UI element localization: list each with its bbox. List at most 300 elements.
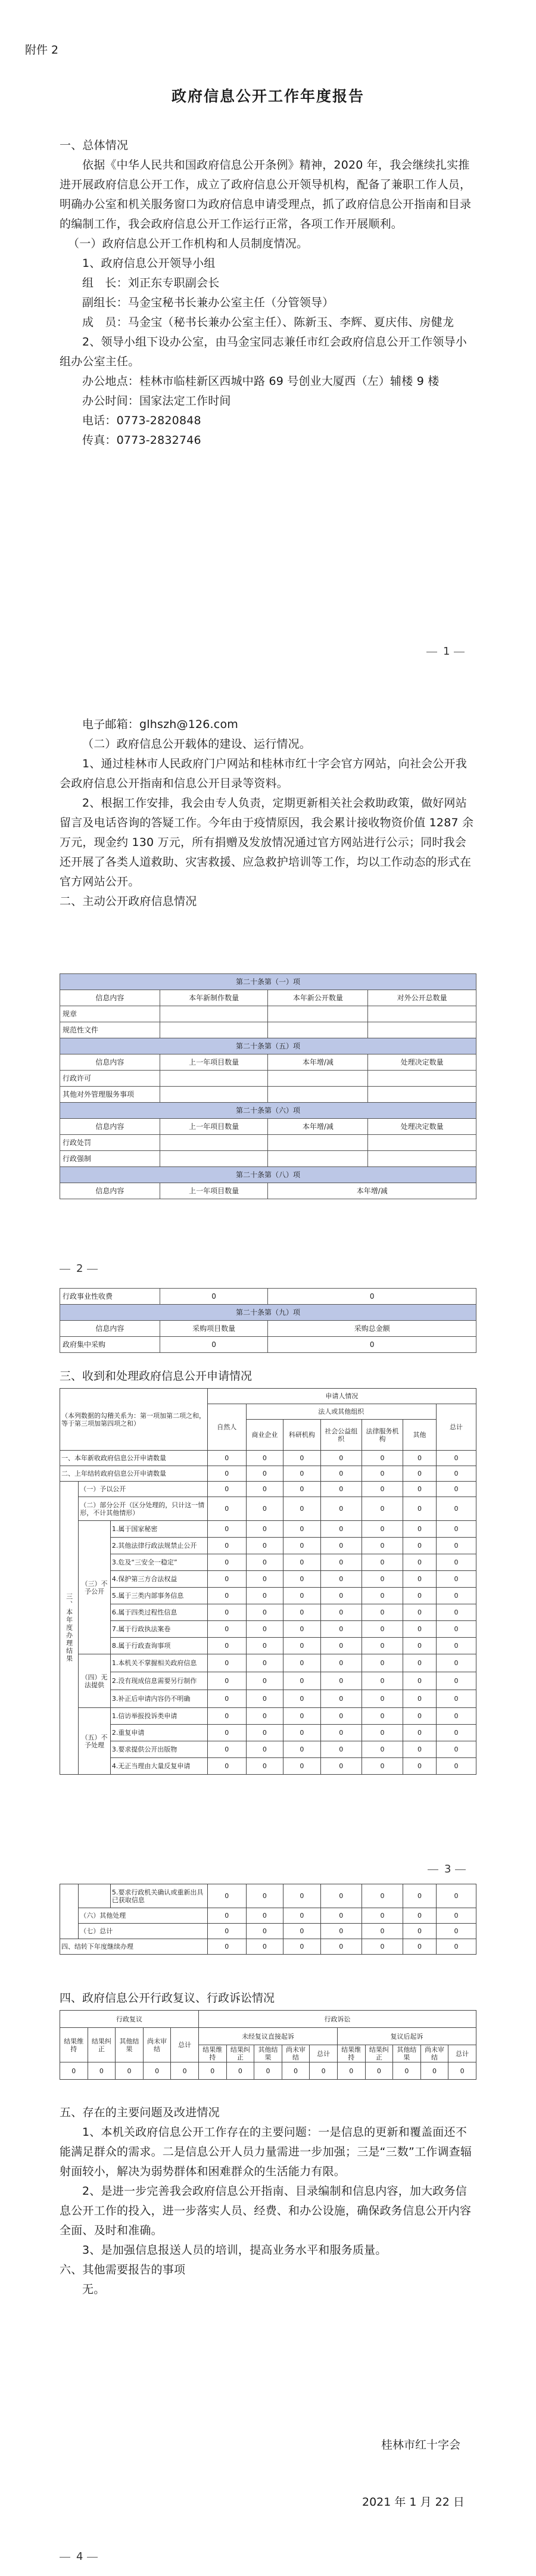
purchase-count: 0 — [160, 1337, 268, 1353]
direct-suit-header: 未经复议直接起诉 — [198, 2028, 337, 2045]
row-total-value: 0 — [436, 1924, 476, 1939]
col-last-year: 上一年项目数量 — [160, 1054, 268, 1071]
row-not-disclosed-reason-value: 0 — [320, 1604, 362, 1621]
row-carry-forward-value: 0 — [320, 1939, 362, 1955]
fee-change: 0 — [268, 1289, 476, 1305]
col-change: 本年增/减 — [268, 1183, 476, 1199]
row-carry-forward-value: 0 — [246, 1939, 283, 1955]
row-disclosed-value: 0 — [207, 1482, 246, 1497]
row-not-disclosed-reason-value: 0 — [403, 1621, 437, 1638]
row-carry-forward-value: 0 — [436, 1939, 476, 1955]
row-not-disclosed-reason-value: 0 — [246, 1604, 283, 1621]
row-not-disclosed-reason-value: 0 — [320, 1554, 362, 1571]
page-number-1: 1 — [0, 643, 536, 661]
row-unable-reason-value: 0 — [320, 1654, 362, 1672]
report-title: 政府信息公开工作年度报告 — [171, 88, 364, 105]
attachment-label: 附件 2 — [25, 43, 59, 57]
row-not-handled-reason-value: 0 — [362, 1725, 403, 1741]
office-hours: 办公时间：国家法定工作时间 — [82, 394, 231, 407]
office-phone: 电话：0773-2820848 — [82, 414, 201, 427]
row-unable-reason: 3.补正后申请内容仍不明确 — [110, 1690, 207, 1708]
page-number-2: 2 — [0, 1261, 536, 1278]
row-not-handled-reason-value: 0 — [320, 1758, 362, 1775]
row-unable-reason: 1.本机关不掌握相关政府信息 — [110, 1654, 207, 1672]
row-unable-reason-value: 0 — [246, 1690, 283, 1708]
row-not-handled-reason: 2.重复申请 — [110, 1725, 207, 1741]
review-value: 0 — [143, 2062, 171, 2080]
review-value: 0 — [254, 2062, 282, 2080]
section4-heading: 四、政府信息公开行政复议、行政诉讼情况 — [60, 1992, 275, 2005]
row-results-label: 三、本年度办理结果 — [60, 1482, 79, 1775]
row-partial-value: 0 — [320, 1497, 362, 1521]
row-not-disclosed-reason-value: 0 — [362, 1554, 403, 1571]
row-not-disclosed-reason-value: 0 — [362, 1571, 403, 1588]
row-partial-value: 0 — [362, 1497, 403, 1521]
row-not-disclosed-reason-value: 0 — [403, 1571, 437, 1588]
col-other: 其他结果 — [254, 2045, 282, 2062]
row-not-handled-reason-value: 0 — [320, 1741, 362, 1758]
row-not-disclosed-reason-value: 0 — [320, 1571, 362, 1588]
row-not-disclosed-reason: 1.属于国家秘密 — [110, 1521, 207, 1538]
row-unable-reason-value: 0 — [362, 1672, 403, 1690]
row-not-disclosed-reason-value: 0 — [207, 1521, 246, 1538]
row-disclosed-value: 0 — [436, 1482, 476, 1497]
row-other-handling-value: 0 — [436, 1908, 476, 1924]
row-not-disclosed-reason-value: 0 — [246, 1588, 283, 1604]
row-carried-over-value: 0 — [362, 1466, 403, 1482]
col-total: 总计 — [171, 2028, 199, 2062]
section6-heading: 六、其他需要报告的事项 — [60, 2263, 186, 2276]
signature-date: 2021 年 1 月 22 日 — [362, 2496, 465, 2509]
col-last-year: 上一年项目数量 — [160, 1183, 268, 1199]
application-table-continued — [60, 1884, 476, 1955]
leading-group-title: 1、政府信息公开领导小组 — [82, 257, 216, 270]
row-not-handled-reason: 4.无正当理由大量反复申请 — [110, 1758, 207, 1775]
art20-1-header: 第二十条第（一）项 — [60, 974, 476, 990]
row-new-applications-value: 0 — [246, 1451, 283, 1466]
row-unable-reason-value: 0 — [246, 1654, 283, 1672]
row-not-disclosed-reason-value: 0 — [436, 1554, 476, 1571]
row-not-disclosed-reason: 3.危及“三安全一稳定” — [110, 1554, 207, 1571]
row-not-handled-reason-value: 0 — [436, 1708, 476, 1725]
row-not-disclosed-reason-value: 0 — [246, 1538, 283, 1554]
col-total: 总计 — [448, 2045, 476, 2062]
row-not-handled-reason-value: 0 — [403, 1758, 437, 1775]
review-value: 0 — [393, 2062, 421, 2080]
row-not-disclosed-reason-value: 0 — [320, 1538, 362, 1554]
row-not-handled-reason-value: 0 — [207, 1758, 246, 1775]
row-not-handled-reason-value: 0 — [246, 1884, 283, 1908]
col-published: 本年新公开数量 — [268, 990, 368, 1006]
row-disclosed-value: 0 — [283, 1482, 321, 1497]
col-keep: 结果维持 — [198, 2045, 226, 2062]
after-review-header: 复议后起诉 — [337, 2028, 476, 2045]
row-new-applications-value: 0 — [207, 1451, 246, 1466]
row-not-handled-reason-value: 0 — [246, 1708, 283, 1725]
other-matters: 无。 — [82, 2283, 105, 2296]
row-not-handled-reason-value: 0 — [362, 1758, 403, 1775]
row-partial: （二）部分公开（区分处理的，只计这一情形，不计其他情形） — [79, 1497, 208, 1521]
row-unable-reason-value: 0 — [246, 1672, 283, 1690]
row-not-handled-reason-value: 0 — [207, 1708, 246, 1725]
row-total-value: 0 — [403, 1924, 437, 1939]
col-public-welfare: 社会公益组织 — [320, 1420, 362, 1451]
review-value: 0 — [88, 2062, 116, 2080]
row-partial-value: 0 — [403, 1497, 437, 1521]
row-new-applications-value: 0 — [320, 1451, 362, 1466]
col-info: 信息内容 — [60, 1054, 160, 1071]
row-not-handled-reason-value: 0 — [320, 1884, 362, 1908]
row-total-value: 0 — [283, 1924, 321, 1939]
row-not-handled-reason: 1.信访举报投诉类申请 — [110, 1708, 207, 1725]
row-not-disclosed-reason-value: 0 — [362, 1621, 403, 1638]
row-not-disclosed-reason: 5.属于三类内部事务信息 — [110, 1588, 207, 1604]
row-not-disclosed-reason-value: 0 — [320, 1621, 362, 1638]
row-not-handled-reason-value: 0 — [436, 1758, 476, 1775]
row-not-disclosed-reason-value: 0 — [207, 1571, 246, 1588]
group-leader: 组 长：刘正东专职副会长 — [82, 276, 220, 290]
row-total: （七）总计 — [79, 1924, 208, 1939]
row-new-applications-value: 0 — [403, 1451, 437, 1466]
row-not-disclosed-reason-value: 0 — [207, 1638, 246, 1654]
section2-heading: 二、主动公开政府信息情况 — [60, 895, 197, 908]
row-not-handled-reason-value: 0 — [207, 1884, 246, 1908]
row-other-handling: （六）其他处理 — [79, 1908, 208, 1924]
row-not-handled-reason-value: 0 — [362, 1741, 403, 1758]
row-not-disclosed-reason-value: 0 — [246, 1621, 283, 1638]
row-not-disclosed-reason-value: 0 — [320, 1588, 362, 1604]
row-not-handled-reason-value: 0 — [283, 1741, 321, 1758]
row-not-disclosed-reason-value: 0 — [362, 1638, 403, 1654]
row-not-disclosed-reason-value: 0 — [207, 1604, 246, 1621]
row-not-disclosed-reason-value: 0 — [362, 1538, 403, 1554]
col-keep: 结果维持 — [337, 2045, 365, 2062]
row-not-disclosed-reason-value: 0 — [283, 1521, 321, 1538]
section5-heading: 五、存在的主要问题及改进情况 — [60, 2106, 220, 2119]
art20-9-header: 第二十条第（九）项 — [60, 1305, 476, 1321]
row-not-disclosed-reason: 6.属于四类过程性信息 — [110, 1604, 207, 1621]
review-header: 行政复议 — [60, 2011, 199, 2028]
row-not-handled-cont — [79, 1884, 111, 1908]
review-value: 0 — [171, 2062, 199, 2080]
row-total-value: 0 — [207, 1924, 246, 1939]
row-other-handling-value: 0 — [362, 1908, 403, 1924]
review-litigation-table — [60, 2010, 476, 2080]
row-not-handled: （五）不予处理 — [79, 1708, 111, 1775]
art20-5-header: 第二十条第（五）项 — [60, 1038, 476, 1054]
row-not-disclosed-reason-value: 0 — [207, 1554, 246, 1571]
col-research: 科研机构 — [283, 1420, 321, 1451]
row-not-handled-reason-value: 0 — [246, 1725, 283, 1741]
row-not-handled-reason-value: 0 — [362, 1884, 403, 1908]
row-not-disclosed-reason-value: 0 — [362, 1588, 403, 1604]
row-other-handling-value: 0 — [283, 1908, 321, 1924]
row-not-disclosed-reason: 4.保护第三方合法权益 — [110, 1571, 207, 1588]
review-value: 0 — [60, 2062, 88, 2080]
row-carry-forward-value: 0 — [403, 1939, 437, 1955]
row-not-disclosed-reason-value: 0 — [246, 1571, 283, 1588]
row-total-value: 0 — [320, 1924, 362, 1939]
group-members: 成 员：马金宝（秘书长兼办公室主任）、陈新玉、李辉、夏庆伟、房健龙 — [82, 316, 454, 329]
row-unable-reason-value: 0 — [207, 1672, 246, 1690]
row-not-handled-reason-value: 0 — [283, 1884, 321, 1908]
row-not-disclosed-reason-value: 0 — [436, 1621, 476, 1638]
row-carry-forward-value: 0 — [362, 1939, 403, 1955]
row-not-disclosed-reason-value: 0 — [436, 1538, 476, 1554]
fee-last-year: 0 — [160, 1289, 268, 1305]
col-pending: 尚未审结 — [282, 2045, 310, 2062]
row-unable-reason-value: 0 — [283, 1672, 321, 1690]
col-total: 总计 — [310, 2045, 338, 2062]
col-sum: 总计 — [436, 1404, 476, 1451]
row-new-applications-value: 0 — [362, 1451, 403, 1466]
row-partial-value: 0 — [283, 1497, 321, 1521]
row-enforcement: 行政强制 — [60, 1151, 160, 1167]
row-other-handling-value: 0 — [403, 1908, 437, 1924]
applicant-header: 申请人情况 — [207, 1389, 476, 1404]
row-not-handled-reason-value: 0 — [403, 1741, 437, 1758]
row-partial-value: 0 — [246, 1497, 283, 1521]
proactive-disclosure-table — [60, 973, 476, 1199]
col-decision: 处理决定数量 — [368, 1119, 476, 1135]
row-carried-over-value: 0 — [283, 1466, 321, 1482]
row-not-disclosed-reason-value: 0 — [283, 1621, 321, 1638]
row-unable-reason-value: 0 — [320, 1672, 362, 1690]
review-value: 0 — [448, 2062, 476, 2080]
row-not-handled-reason: 3.要求提供公开出版物 — [110, 1741, 207, 1758]
col-last-year: 上一年项目数量 — [160, 1119, 268, 1135]
row-not-handled-reason-value: 0 — [403, 1725, 437, 1741]
problems-paragraph: 1、本机关政府信息公开工作存在的主要问题：一是信息的更新和覆盖面还不能满足群众的需求。二是信息公开人员力量需进一步加强；三是“三数”工作调查辐射面较小，解决为弱势群体和困难群众的生活能力有限。 — [60, 2126, 472, 2178]
row-unable-reason-value: 0 — [283, 1654, 321, 1672]
row-not-disclosed-reason-value: 0 — [362, 1604, 403, 1621]
row-not-disclosed-reason-value: 0 — [207, 1621, 246, 1638]
office-email: 电子邮箱：glhszh@126.com — [82, 718, 238, 731]
col-pending: 尚未审结 — [420, 2045, 448, 2062]
row-unable-reason-value: 0 — [436, 1654, 476, 1672]
row-not-handled-reason-value: 0 — [436, 1884, 476, 1908]
col-info: 信息内容 — [60, 1119, 160, 1135]
col-decision: 处理决定数量 — [368, 1054, 476, 1071]
col-purchase-amount: 采购总金额 — [268, 1321, 476, 1337]
row-not-disclosed-reason-value: 0 — [403, 1588, 437, 1604]
application-table — [60, 1388, 476, 1775]
row-disclosed: （一）予以公开 — [79, 1482, 208, 1497]
row-not-disclosed-reason-value: 0 — [320, 1521, 362, 1538]
row-unable: （四）无法提供 — [79, 1654, 111, 1708]
col-fix: 结果纠正 — [365, 2045, 393, 2062]
review-value: 0 — [310, 2062, 338, 2080]
row-not-handled-reason-value: 0 — [436, 1725, 476, 1741]
row-not-handled-reason-value: 0 — [207, 1725, 246, 1741]
col-pending: 尚未审结 — [143, 2028, 171, 2062]
row-not-disclosed-reason-value: 0 — [362, 1521, 403, 1538]
row-not-disclosed-reason-value: 0 — [403, 1604, 437, 1621]
art20-8-header: 第二十条第（八）项 — [60, 1167, 476, 1183]
col-business: 商业企业 — [246, 1420, 283, 1451]
row-carried-over-value: 0 — [246, 1466, 283, 1482]
row-not-disclosed-reason-value: 0 — [436, 1638, 476, 1654]
review-value: 0 — [420, 2062, 448, 2080]
row-partial-value: 0 — [207, 1497, 246, 1521]
row-unable-reason-value: 0 — [436, 1672, 476, 1690]
col-change: 本年增/减 — [268, 1054, 368, 1071]
purchase-amount: 0 — [268, 1337, 476, 1353]
col-other: 其他 — [403, 1420, 437, 1451]
signature-org: 桂林市红十字会 — [381, 2438, 461, 2451]
row-not-disclosed-reason-value: 0 — [207, 1588, 246, 1604]
row-unable-reason-value: 0 — [207, 1690, 246, 1708]
row-other-handling-value: 0 — [246, 1908, 283, 1924]
review-value: 0 — [198, 2062, 226, 2080]
row-not-handled-reason-value: 0 — [403, 1884, 437, 1908]
row-not-handled-reason-value: 0 — [362, 1708, 403, 1725]
row-not-disclosed-reason-value: 0 — [246, 1521, 283, 1538]
row-not-disclosed-reason-value: 0 — [283, 1571, 321, 1588]
row-normative: 规范性文件 — [60, 1022, 160, 1038]
review-value: 0 — [226, 2062, 254, 2080]
row-new-applications-value: 0 — [283, 1451, 321, 1466]
row-unable-reason-value: 0 — [362, 1690, 403, 1708]
row-not-handled-reason-value: 0 — [283, 1725, 321, 1741]
row-fee: 行政事业性收费 — [60, 1289, 160, 1305]
row-new-applications-value: 0 — [436, 1451, 476, 1466]
row-not-disclosed-reason-value: 0 — [403, 1521, 437, 1538]
row-partial-value: 0 — [436, 1497, 476, 1521]
col-keep: 结果维持 — [60, 2028, 88, 2062]
row-carried-over: 二、上年结转政府信息公开申请数量 — [60, 1466, 208, 1482]
section3-heading: 三、收到和处理政府信息公开申请情况 — [60, 1370, 253, 1383]
col-other: 其他结果 — [116, 2028, 144, 2062]
col-natural-person: 自然人 — [207, 1404, 246, 1451]
row-license: 行政许可 — [60, 1071, 160, 1087]
row-unable-reason: 2.没有现成信息需要另行制作 — [110, 1672, 207, 1690]
row-not-disclosed-reason-value: 0 — [403, 1538, 437, 1554]
row-not-handled-reason-value: 0 — [283, 1708, 321, 1725]
row-purchase: 政府集中采购 — [60, 1337, 160, 1353]
row-unable-reason-value: 0 — [403, 1654, 437, 1672]
row-disclosed-value: 0 — [246, 1482, 283, 1497]
row-unable-reason-value: 0 — [403, 1672, 437, 1690]
row-not-disclosed-reason-value: 0 — [246, 1554, 283, 1571]
improvement-paragraph-3: 3、是加强信息报送人员的培训，提高业务水平和服务质量。 — [82, 2244, 387, 2257]
row-not-handled-reason-value: 0 — [207, 1741, 246, 1758]
row-not-handled-reason-value: 0 — [403, 1708, 437, 1725]
col-fix: 结果纠正 — [88, 2028, 116, 2062]
litigation-header: 行政诉讼 — [198, 2011, 476, 2028]
row-unable-reason-value: 0 — [207, 1654, 246, 1672]
col-new: 本年新制作数量 — [160, 990, 268, 1006]
row-not-disclosed-reason-value: 0 — [283, 1588, 321, 1604]
row-carried-over-value: 0 — [403, 1466, 437, 1482]
col-legal-entity: 法人或其他组织 — [246, 1404, 436, 1420]
page-number-3: 3 — [0, 1861, 536, 1879]
row-unable-reason-value: 0 — [403, 1690, 437, 1708]
row-not-handled-reason-value: 0 — [283, 1758, 321, 1775]
row-not-disclosed-reason-value: 0 — [436, 1588, 476, 1604]
row-disclosed-value: 0 — [320, 1482, 362, 1497]
row-not-handled-reason-value: 0 — [320, 1725, 362, 1741]
carrier-paragraph-1: 1、通过桂林市人民政府门户网站和桂林市红十字会官方网站，向社会公开我会政府信息公开指南和信息公开目录等资料。 — [60, 757, 467, 790]
row-not-disclosed-reason-value: 0 — [320, 1638, 362, 1654]
row-disclosed-value: 0 — [362, 1482, 403, 1497]
row-other-handling-value: 0 — [320, 1908, 362, 1924]
row-not-handled-reason-value: 0 — [320, 1708, 362, 1725]
row-not-handled-reason-value: 0 — [246, 1741, 283, 1758]
col-total: 对外公开总数量 — [368, 990, 476, 1006]
art20-6-header: 第二十条第（六）项 — [60, 1103, 476, 1119]
row-not-disclosed-reason-value: 0 — [283, 1638, 321, 1654]
row-total-value: 0 — [362, 1924, 403, 1939]
row-carried-over-value: 0 — [436, 1466, 476, 1482]
group-vice-leader: 副组长：马金宝秘书长兼办公室主任（分管领导） — [82, 296, 334, 309]
row-not-disclosed-reason: 7.属于行政执法案卷 — [110, 1621, 207, 1638]
row-carry-forward: 四、结转下年度继续办理 — [60, 1939, 208, 1955]
row-not-disclosed-reason-value: 0 — [403, 1638, 437, 1654]
row-unable-reason-value: 0 — [362, 1654, 403, 1672]
row-carry-forward-value: 0 — [207, 1939, 246, 1955]
page-number-4: 4 — [0, 2549, 536, 2566]
col-other: 其他结果 — [393, 2045, 421, 2062]
section1-heading: 一、总体情况 — [60, 139, 129, 152]
row-disclosed-value: 0 — [403, 1482, 437, 1497]
office-fax: 传真：0773-2832746 — [82, 434, 201, 447]
row-rules: 规章 — [60, 1006, 160, 1022]
col-purchase-count: 采购项目数量 — [160, 1321, 268, 1337]
col-info: 信息内容 — [60, 990, 160, 1006]
row-carried-over-value: 0 — [207, 1466, 246, 1482]
row-not-disclosed-reason: 2.其他法律行政法规禁止公开 — [110, 1538, 207, 1554]
row-not-disclosed-reason-value: 0 — [283, 1554, 321, 1571]
row-unable-reason-value: 0 — [320, 1690, 362, 1708]
col-change: 本年增/减 — [268, 1119, 368, 1135]
row-other-services: 其他对外管理服务事项 — [60, 1087, 160, 1103]
review-value: 0 — [365, 2062, 393, 2080]
row-not-disclosed-reason: 8.属于行政查询事项 — [110, 1638, 207, 1654]
improvement-paragraph-2: 2、是进一步完善我会政府信息公开指南、目录编制和信息内容，加大政务信息公开工作的投入，进一步落实人员、经费、和办公设施，确保政务信息公开内容全面、及时和准确。 — [60, 2185, 472, 2237]
row-not-handled-reason-value: 0 — [436, 1741, 476, 1758]
row-not-disclosed-reason-value: 0 — [436, 1521, 476, 1538]
row-not-disclosed-reason-value: 0 — [283, 1538, 321, 1554]
row-new-applications: 一、本年新收政府信息公开申请数量 — [60, 1451, 208, 1466]
review-value: 0 — [337, 2062, 365, 2080]
sub1-heading: （一）政府信息公开工作机构和人员制度情况。 — [68, 237, 308, 250]
row-other-handling-value: 0 — [207, 1908, 246, 1924]
col-info: 信息内容 — [60, 1321, 160, 1337]
row-not-disclosed-reason-value: 0 — [207, 1538, 246, 1554]
fee-purchase-table — [60, 1288, 476, 1353]
carrier-paragraph-2: 2、根据工作安排，我会由专人负责，定期更新相关社会救助政策，做好网站留言及电话咨询的答疑工作。今年由于疫情原因，我会累计接收物资价值 1287 余万元，现金约 130 万元，所有捐赠及发放情况通过官方网站进行公示；同时我会还开展了各类人道救助、灾害救援、应急救护培训等工作，均以工作动态的形式在官方网站公开。 — [60, 797, 474, 888]
sub2-heading: （二）政府信息公开载体的建设、运行情况。 — [82, 738, 311, 751]
row-not-disclosed-reason-value: 0 — [403, 1554, 437, 1571]
col-legal-service: 法律服务机构 — [362, 1420, 403, 1451]
intro-paragraph: 依据《中华人民共和国政府信息公开条例》精神，2020 年，我会继续扎实推进开展政府信息公开工作，成立了政府信息公开领导机构，配备了兼职工作人员，明确办公室和机关服务窗口为政府信息申请受理点，抓了政府信息公开指南和目录的编制工作，我会政府信息公开工作运行正常，各项工作开展顺利。 — [60, 158, 472, 231]
row-not-handled-reason: 5.要求行政机关确认或重新出具已获取信息 — [110, 1884, 207, 1908]
row-unable-reason-value: 0 — [436, 1690, 476, 1708]
row-not-disclosed-reason-value: 0 — [246, 1638, 283, 1654]
row-not-disclosed-reason-value: 0 — [436, 1571, 476, 1588]
row-carry-forward-value: 0 — [283, 1939, 321, 1955]
review-value: 0 — [282, 2062, 310, 2080]
office-setup: 2、领导小组下设办公室，由马金宝同志兼任市红会政府信息公开工作领导小组办公室主任。 — [60, 335, 467, 368]
col-fix: 结果纠正 — [226, 2045, 254, 2062]
review-value: 0 — [116, 2062, 144, 2080]
row-not-handled-reason-value: 0 — [246, 1758, 283, 1775]
row-not-disclosed-reason-value: 0 — [436, 1604, 476, 1621]
row-unable-reason-value: 0 — [283, 1690, 321, 1708]
row-punishment: 行政处罚 — [60, 1135, 160, 1151]
col-info: 信息内容 — [60, 1183, 160, 1199]
